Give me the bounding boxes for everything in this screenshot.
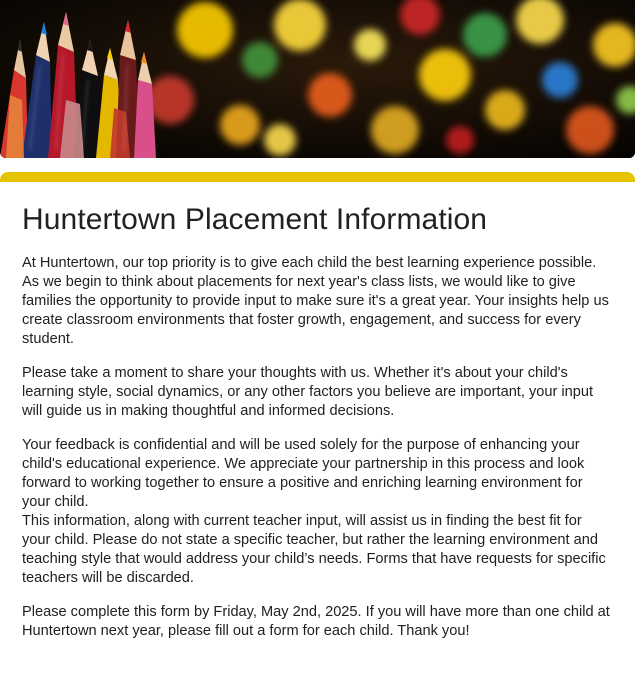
description-paragraph-teacher-input: This information, along with current teacher input, will assist us in finding the best fit for your child. Please do not state a specific teacher, but rather the learning environment and teaching style that would address your child’s needs. Forms that have requests for specific teachers will be discarded. [22, 513, 606, 586]
form-title: Huntertown Placement Information [22, 203, 488, 236]
description-paragraph-deadline: Please complete this form by Friday, May 2nd, 2025. If you will have more than one child at Huntertown next year, please fill out a form for each child. Thank you! [22, 604, 610, 639]
pencils-bokeh-image [0, 0, 635, 158]
description-paragraph-share-thoughts: Please take a moment to share your thoughts with us. Whether it's about your child's learning style, social dynamics, or any other factors you believe are important, your input will guide us in making thoughtful and informed decisions. [22, 365, 594, 419]
form-header-card [0, 172, 635, 675]
description-paragraph-intro: At Huntertown, our top priority is to give each child the best learning experience possible. As we begin to think about placements for next year's class lists, we would like to give families the opportunity to provide input to make sure it's a great year. Your insights help us create classroom environments that foster growth, engagement, and success for every student. [22, 255, 609, 347]
description-paragraph-confidential: Your feedback is confidential and will be used solely for the purpose of enhancing your child's educational experience. We appreciate your partnership in this process and look forward to working together to ensure a positive and enriching learning environment for your child. [22, 437, 585, 510]
form-description [22, 254, 613, 641]
header-banner-image [0, 0, 635, 158]
